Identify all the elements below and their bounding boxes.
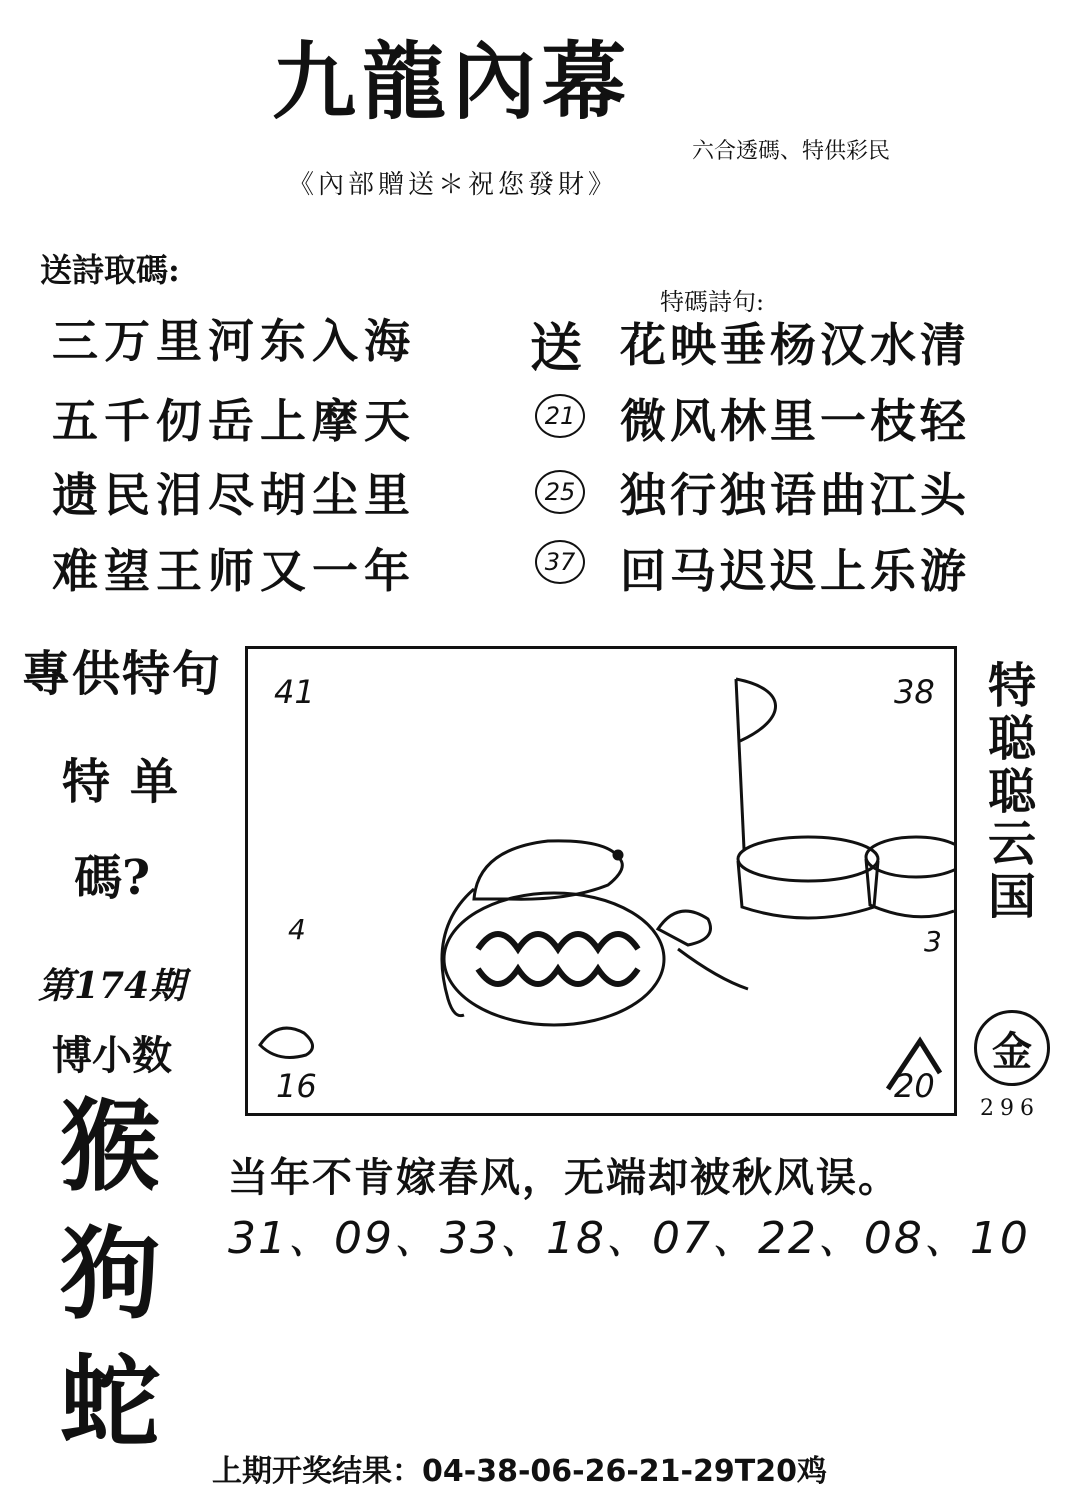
cartoon-illustration xyxy=(248,649,954,1113)
flag-icon xyxy=(736,679,776,741)
circled-number-1: 21 xyxy=(535,394,585,438)
verse-line-4: 回马迟迟上乐游 xyxy=(620,544,970,598)
basket-icon xyxy=(738,837,878,881)
mark-left: 4 xyxy=(288,913,306,946)
right-vertical-text xyxy=(982,660,1042,924)
flag-pole xyxy=(736,679,744,849)
small-number: 296 xyxy=(980,1096,1040,1121)
poem-label: 送詩取碼: xyxy=(40,251,180,289)
verse-label: 特碼詩句: xyxy=(660,288,765,316)
subtitle: 《內部贈送＊祝您發財》 xyxy=(288,170,619,200)
zodiac-1: 猴 xyxy=(60,1087,160,1205)
gold-badge: 金 xyxy=(974,1010,1050,1086)
page-title: 九龍內幕 xyxy=(272,32,633,131)
issue-number: 第174期 xyxy=(38,965,186,1007)
right-char-4: 云 xyxy=(987,816,1036,873)
right-char-2: 聪 xyxy=(987,710,1036,767)
tagline: 六合透碼、特供彩民 xyxy=(692,139,891,164)
watermelon-icon xyxy=(444,893,664,1025)
special-code-label: 碼? xyxy=(74,850,151,906)
right-char-5: 国 xyxy=(987,869,1036,926)
circled-number-2: 25 xyxy=(535,470,585,514)
right-char-1: 特 xyxy=(987,658,1036,714)
circled-number-3: 37 xyxy=(535,540,585,584)
number-list: 31、09、33、18、07、22、08、10 xyxy=(228,1213,1030,1264)
verse-line-2: 微风林里一枝轻 xyxy=(620,394,970,448)
verse-line-3: 独行独语曲江头 xyxy=(620,468,970,522)
corner-bottom-right: 20 xyxy=(894,1067,935,1105)
leaf-icon xyxy=(658,911,711,945)
poem-line-1: 三万里河东入海 xyxy=(52,314,416,368)
riddle-picture xyxy=(245,646,957,1116)
verse-line-1: 花映垂杨汉水清 xyxy=(620,318,970,372)
right-char-3: 聪 xyxy=(987,763,1036,820)
corner-top-right: 38 xyxy=(894,673,935,711)
issue-subtitle: 博小数 xyxy=(52,1032,172,1079)
special-line-label: 專供特句 xyxy=(22,646,223,702)
mark-right: 3 xyxy=(924,925,942,958)
zodiac-2: 狗 xyxy=(60,1215,160,1333)
poem-line-4: 难望王师又一年 xyxy=(52,544,416,598)
bottom-poem-line: 当年不肯嫁春风，无端却被秋风误。 xyxy=(228,1154,900,1201)
rat-icon xyxy=(474,841,622,899)
song-char: 送 xyxy=(530,318,583,379)
corner-bottom-left: 16 xyxy=(276,1067,317,1105)
zodiac-3: 蛇 xyxy=(60,1343,160,1461)
previous-result: 上期开奖结果：04-38-06-26-21-29T20鸡 xyxy=(212,1454,827,1489)
small-mouse-icon xyxy=(260,1028,313,1057)
poem-line-2: 五千仞岳上摩天 xyxy=(52,394,416,448)
corner-top-left: 41 xyxy=(274,673,315,711)
poem-line-3: 遗民泪尽胡尘里 xyxy=(52,468,416,522)
special-single-label: 特单 xyxy=(62,754,199,810)
